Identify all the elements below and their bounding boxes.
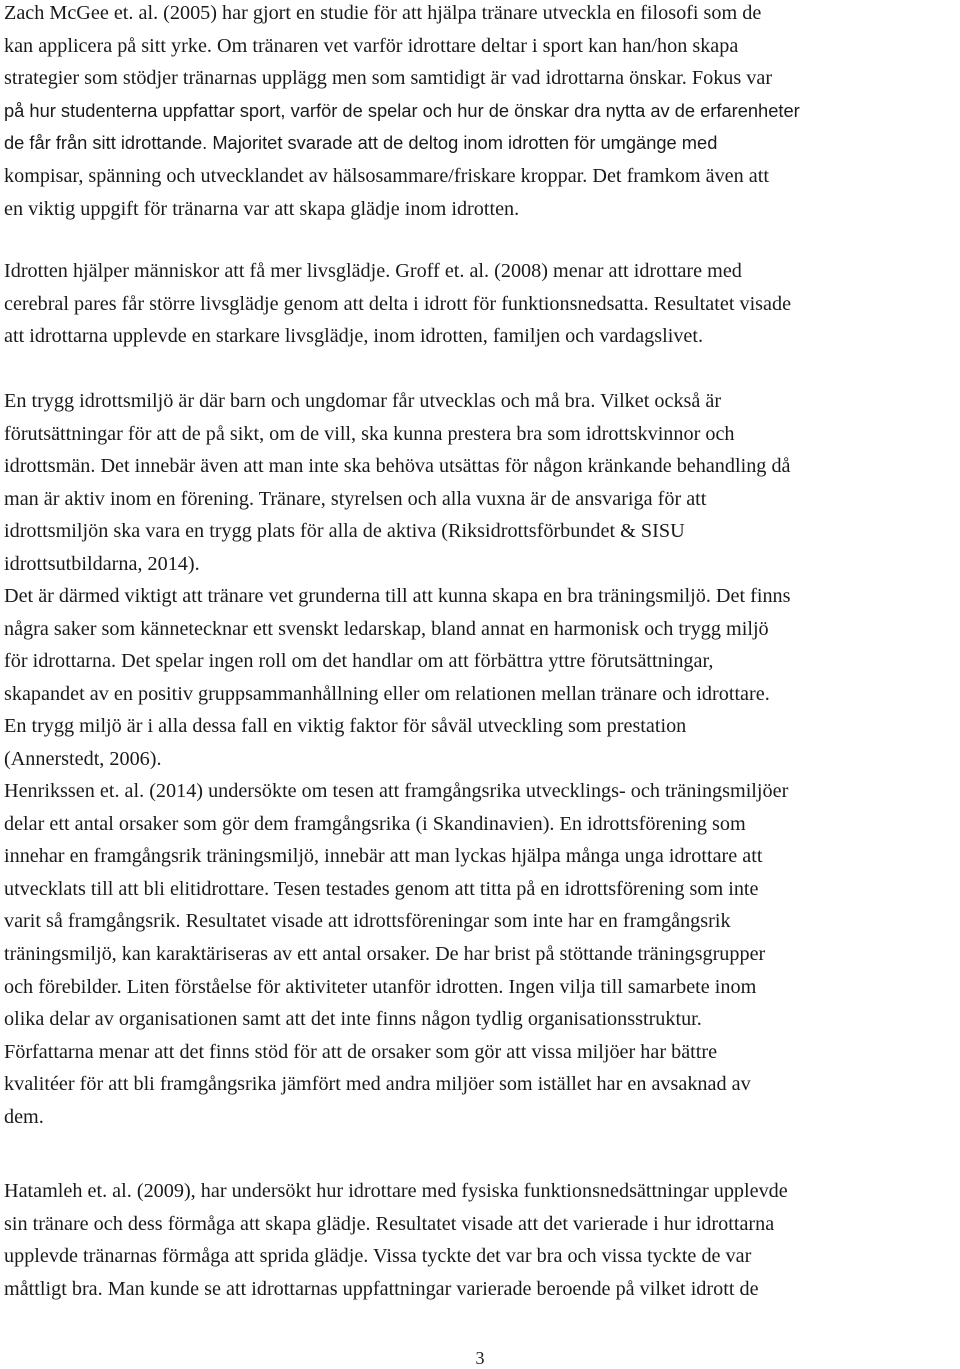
text-line: kompisar, spänning och utvecklandet av hälsosammare/friskare kroppar. Det framkom även att [4, 164, 769, 187]
text-line: En trygg idrottsmiljö är där barn och ungdomar får utvecklas och må bra. Vilket också är [4, 390, 722, 412]
text-line: kvalitéer för att bli framgångsrika jämfört med andra miljöer som istället har en avsaknad av [4, 1073, 751, 1096]
text-line: idrottsutbildarna, 2014). [4, 552, 200, 575]
text-line: sin tränare och dess förmåga att skapa glädje. Resultatet visade att det varierade i hur idrottarna [4, 1212, 775, 1235]
text-line: innehar en framgångsrik träningsmiljö, innebär att man lyckas hjälpa många unga idrottare att [4, 845, 763, 868]
text-line: varit så framgångsrik. Resultatet visade att idrottsföreningar som inte har en framgångsrik [4, 910, 731, 933]
text-line: de får från sitt idrottande. Majoritet svarade att de deltog inom idrotten för umgänge med [4, 132, 718, 154]
text-line: förutsättningar för att de på sikt, om de vill, ska kunna prestera bra som idrottskvinnor och [4, 422, 735, 445]
text-line: idrottsmiljön ska vara en trygg plats för alla de aktiva (Riksidrottsförbundet & SISU [4, 520, 685, 543]
text-line: strategier som stödjer tränarnas upplägg men som samtidigt är vad idrottarna önskar. Fokus var [4, 67, 773, 90]
text-line: olika delar av organisationen samt att det inte finns någon tydlig organisationsstruktur. [4, 1008, 702, 1031]
paragraph-hatamleh [4, 1175, 788, 1305]
text-line: Henrikssen et. al. (2014) undersökte om tesen att framgångsrika utvecklings- och träningsmiljöer [4, 780, 789, 802]
text-line: träningsmiljö, kan karaktäriseras av ett antal orsaker. De har brist på stöttande träningsgrupper [4, 942, 766, 965]
text-line: och förebilder. Liten förståelse för aktiviteter utanför idrotten. Ingen vilja till samarbete inom [4, 975, 757, 998]
text-line: en viktig uppgift för tränarna var att skapa glädje inom idrotten. [4, 197, 520, 220]
paragraph-trygg-idrottsmiljo [4, 385, 791, 581]
text-line: man är aktiv inom en förening. Tränare, styrelsen och alla vuxna är de ansvariga för att [4, 487, 707, 510]
text-line: delar ett antal orsaker som gör dem framgångsrika (i Skandinavien). En idrottsförening som [4, 812, 746, 835]
paragraph-henrikssen [4, 775, 788, 1134]
text-line: (Annerstedt, 2006). [4, 747, 162, 770]
text-line: att idrottarna upplevde en starkare livsglädje, inom idrotten, familjen och vardagslivet. [4, 325, 704, 348]
text-line: Det är därmed viktigt att tränare vet grunderna till att kunna skapa en bra träningsmiljö. Det finns [4, 585, 791, 607]
text-line: Zach McGee et. al. (2005) har gjort en studie för att hjälpa tränare utveckla en filosofi som de [4, 2, 762, 24]
text-line: utvecklats till att bli elitidrottare. Tesen testades genom att titta på en idrottsförening som inte [4, 877, 759, 900]
text-line: några saker som kännetecknar ett svenskt ledarskap, bland annat en harmonisk och trygg miljö [4, 617, 769, 640]
page-number: 3 [475, 1348, 485, 1368]
text-line: Hatamleh et. al. (2009), har undersökt hur idrottare med fysiska funktionsnedsättningar upplevde [4, 1180, 788, 1202]
paragraph-mcgee [4, 0, 800, 225]
paragraph-traningsmiljo [4, 580, 791, 776]
text-line: En trygg miljö är i alla dessa fall en viktig faktor för såväl utveckling som prestation [4, 715, 687, 738]
text-line: kan applicera på sitt yrke. Om tränaren vet varför idrottare deltar i sport kan han/hon skapa [4, 34, 739, 57]
text-line: för idrottarna. Det spelar ingen roll om det handlar om att förbättra yttre förutsättningar, [4, 650, 714, 673]
text-line: Författarna menar att det finns stöd för att de orsaker som gör att vissa miljöer har bättre [4, 1040, 718, 1063]
text-line: måttligt bra. Man kunde se att idrottarnas uppfattningar varierade beroende på vilket idrott de [4, 1277, 759, 1300]
text-line: dem. [4, 1105, 44, 1128]
text-line: på hur studenterna uppfattar sport, varför de spelar och hur de önskar dra nytta av de erfarenheter [4, 99, 800, 121]
text-line: Idrotten hjälper människor att få mer livsglädje. Groff et. al. (2008) menar att idrottare med [4, 260, 742, 282]
text-line: idrottsmän. Det innebär även att man inte ska behöva utsättas för någon kränkande behandling då [4, 455, 791, 478]
text-line: upplevde tränarnas förmåga att sprida glädje. Vissa tyckte det var bra och vissa tyckte de var [4, 1245, 752, 1268]
text-line: skapandet av en positiv gruppsammanhållning eller om relationen mellan tränare och idrottare. [4, 682, 770, 705]
paragraph-groff [4, 255, 791, 353]
text-line: cerebral pares får större livsglädje genom att delta i idrott för funktionsnedsatta. Resultatet visade [4, 292, 792, 315]
